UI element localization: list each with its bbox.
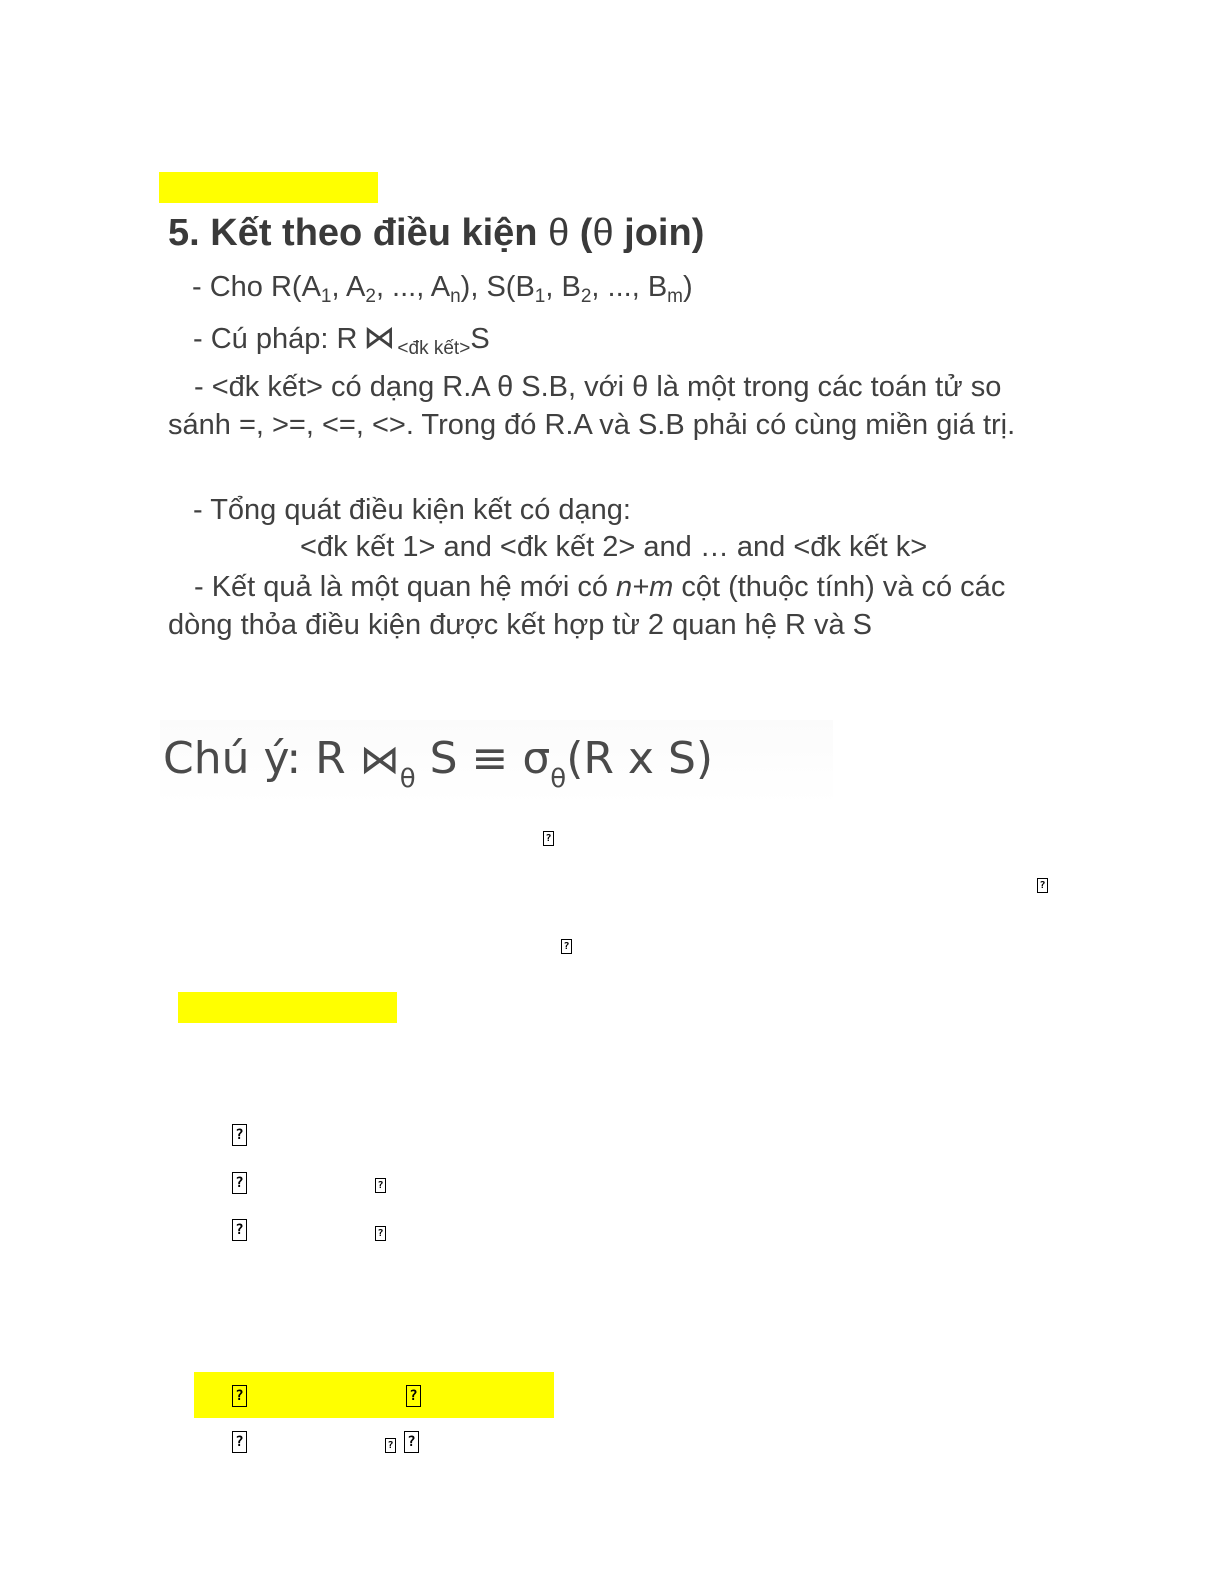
- missing-glyph-icon: ?: [1037, 878, 1048, 893]
- missing-glyph-icon: ?: [561, 939, 572, 954]
- general-condition-line: - Tổng quát điều kiện kết có dạng:: [193, 494, 631, 526]
- theta-symbol-2: θ: [592, 212, 614, 254]
- missing-glyph-icon: ?: [232, 1431, 247, 1453]
- note-formula: Chú ý: R $⋈_\theta$ $S \equiv \sigma_\theta(R$ x S): [163, 733, 714, 794]
- missing-glyph-icon: ?: [232, 1124, 247, 1146]
- general-condition-formula: <đk kết 1> and <đk kết 2> and … and <đk kết k>: [300, 531, 928, 563]
- join-condition-paragraph: - <đk kết> có dạng R.A θ S.B, với θ là một trong các toán tử so sánh =, >=, <=, <>. Trong đó R.A và S.B phải có cùng miền giá trị.: [168, 371, 1016, 441]
- highlight-bar-bottom: [194, 1372, 554, 1418]
- missing-glyph-icon: ?: [375, 1178, 386, 1193]
- join-symbol-icon: ⋈: [363, 319, 396, 355]
- result-paragraph: - Kết quả là một quan hệ mới có n+m cột (thuộc tính) và có các dòng thỏa điều kiện được kết hợp từ 2 quan hệ R và S: [168, 571, 1006, 641]
- theta-symbol: θ: [548, 212, 570, 254]
- syntax-line: - Cú pháp: R ⋈ $_{<đk kết>}$S: [193, 319, 490, 359]
- missing-glyph-icon: ?: [232, 1219, 247, 1241]
- missing-glyph-icon: ?: [232, 1172, 247, 1194]
- missing-glyph-icon: ?: [232, 1385, 247, 1407]
- highlight-bar-top: [159, 172, 378, 203]
- relations-definition: - Cho $R(A_1$, $A_2$, ..., $A_n$), $S(B_1$, $B_2$, ..., $B_m$): [192, 271, 693, 307]
- missing-glyph-icon: ?: [406, 1385, 421, 1407]
- missing-glyph-icon: ?: [404, 1431, 419, 1453]
- highlight-bar-middle: [178, 992, 397, 1023]
- missing-glyph-icon: ?: [385, 1438, 396, 1453]
- missing-glyph-icon: ?: [375, 1226, 386, 1241]
- missing-glyph-icon: ?: [543, 831, 554, 846]
- join-symbol-icon-note: ⋈: [359, 737, 400, 783]
- section-heading: 5. Kết theo điều kiện θ (θ join): [168, 212, 705, 254]
